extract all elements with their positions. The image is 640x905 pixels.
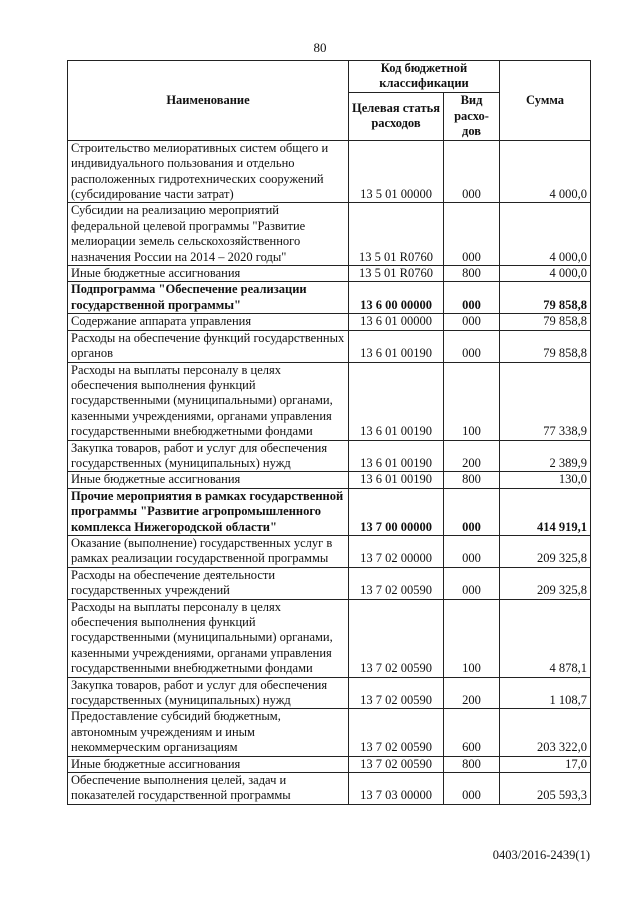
- table-row: [68, 773, 591, 805]
- row-name: Расходы на выплаты персоналу в целях обеспечения выполнения функций государственными (муниципальными) органами, казенными учреждениями, органами управления государственными внебюджетными фондами: [68, 362, 349, 440]
- row-target-code: 13 5 01 R0760: [349, 203, 444, 266]
- table-row: [68, 330, 591, 362]
- header-sum: Сумма: [500, 61, 591, 141]
- table-row: [68, 472, 591, 488]
- row-target-code: 13 7 02 00590: [349, 677, 444, 709]
- row-name: Иные бюджетные ассигнования: [68, 266, 349, 282]
- row-target-code: 13 6 01 00190: [349, 362, 444, 440]
- row-sum: 79 858,8: [500, 314, 591, 330]
- row-name: Субсидии на реализацию мероприятий федеральной целевой программы "Развитие мелиорации земель сельскохозяйственного назначения России на 2014 – 2020 годы": [68, 203, 349, 266]
- row-expense-type: 000: [444, 314, 500, 330]
- row-target-code: 13 6 01 00000: [349, 314, 444, 330]
- row-expense-type: 600: [444, 709, 500, 756]
- row-expense-type: 000: [444, 282, 500, 314]
- row-name: Иные бюджетные ассигнования: [68, 472, 349, 488]
- row-expense-type: 800: [444, 756, 500, 772]
- row-name: Обеспечение выполнения целей, задач и показателей государственной программы: [68, 773, 349, 805]
- table-row: [68, 203, 591, 266]
- row-expense-type: 000: [444, 330, 500, 362]
- row-name: Закупка товаров, работ и услуг для обеспечения государственных (муниципальных) нужд: [68, 440, 349, 472]
- row-sum: 2 389,9: [500, 440, 591, 472]
- row-name: Расходы на обеспечение функций государственных органов: [68, 330, 349, 362]
- table-row: [68, 567, 591, 599]
- row-sum: 4 000,0: [500, 203, 591, 266]
- row-sum: 130,0: [500, 472, 591, 488]
- row-target-code: 13 6 01 00190: [349, 330, 444, 362]
- table-row: [68, 756, 591, 772]
- row-expense-type: 000: [444, 203, 500, 266]
- row-name: Прочие мероприятия в рамках государственной программы "Развитие агропромышленного комплекса Нижегородской области": [68, 488, 349, 535]
- row-sum: 4 000,0: [500, 266, 591, 282]
- row-sum: 205 593,3: [500, 773, 591, 805]
- row-name: Предоставление субсидий бюджетным, автономным учреждениям и иным некоммерческим организациям: [68, 709, 349, 756]
- row-sum: 79 858,8: [500, 330, 591, 362]
- row-expense-type: 200: [444, 677, 500, 709]
- row-name: Закупка товаров, работ и услуг для обеспечения государственных (муниципальных) нужд: [68, 677, 349, 709]
- row-expense-type: 200: [444, 440, 500, 472]
- row-expense-type: 000: [444, 535, 500, 567]
- row-sum: 209 325,8: [500, 535, 591, 567]
- row-sum: 77 338,9: [500, 362, 591, 440]
- table-row: [68, 140, 591, 203]
- row-expense-type: 800: [444, 472, 500, 488]
- budget-table: [67, 60, 591, 805]
- row-target-code: 13 7 03 00000: [349, 773, 444, 805]
- table-row: [68, 314, 591, 330]
- document-id: 0403/2016-2439(1): [492, 848, 590, 862]
- row-sum: 4 878,1: [500, 599, 591, 677]
- table-body: [68, 140, 591, 804]
- table-row: [68, 488, 591, 535]
- table-row: [68, 282, 591, 314]
- row-target-code: 13 7 02 00000: [349, 535, 444, 567]
- row-name: Расходы на обеспечение деятельности государственных учреждений: [68, 567, 349, 599]
- row-target-code: 13 6 01 00190: [349, 472, 444, 488]
- row-expense-type: 100: [444, 599, 500, 677]
- row-target-code: 13 7 02 00590: [349, 599, 444, 677]
- row-target-code: 13 7 02 00590: [349, 756, 444, 772]
- row-expense-type: 800: [444, 266, 500, 282]
- header-name: Наименование: [68, 61, 349, 141]
- row-name: Иные бюджетные ассигнования: [68, 756, 349, 772]
- table-row: [68, 599, 591, 677]
- row-name: Содержание аппарата управления: [68, 314, 349, 330]
- table-row: [68, 440, 591, 472]
- row-target-code: 13 5 01 R0760: [349, 266, 444, 282]
- row-sum: 1 108,7: [500, 677, 591, 709]
- row-expense-type: 100: [444, 362, 500, 440]
- row-target-code: 13 5 01 00000: [349, 140, 444, 203]
- header-target: Целевая статья расходов: [349, 92, 444, 140]
- row-name: Подпрограмма "Обеспечение реализации государственной программы": [68, 282, 349, 314]
- row-name: Оказание (выполнение) государственных услуг в рамках реализации государственной программы: [68, 535, 349, 567]
- row-sum: 203 322,0: [500, 709, 591, 756]
- table-row: [68, 535, 591, 567]
- table-row: [68, 677, 591, 709]
- page-number: 80: [313, 40, 327, 55]
- row-sum: 4 000,0: [500, 140, 591, 203]
- row-target-code: 13 6 01 00190: [349, 440, 444, 472]
- row-target-code: 13 7 02 00590: [349, 567, 444, 599]
- row-sum: 414 919,1: [500, 488, 591, 535]
- row-expense-type: 000: [444, 140, 500, 203]
- row-sum: 209 325,8: [500, 567, 591, 599]
- row-expense-type: 000: [444, 488, 500, 535]
- table-row: [68, 266, 591, 282]
- table-row: [68, 709, 591, 756]
- row-sum: 17,0: [500, 756, 591, 772]
- row-sum: 79 858,8: [500, 282, 591, 314]
- row-target-code: 13 7 00 00000: [349, 488, 444, 535]
- header-classification: Код бюджетной классификации: [349, 61, 500, 93]
- row-target-code: 13 7 02 00590: [349, 709, 444, 756]
- row-expense-type: 000: [444, 567, 500, 599]
- header-type: Вид расхо- дов: [444, 92, 500, 140]
- table-row: [68, 362, 591, 440]
- row-expense-type: 000: [444, 773, 500, 805]
- row-name: Строительство мелиоративных систем общего и индивидуального пользования и отдельно расположенных гидротехнических сооружений (субсидирование части затрат): [68, 140, 349, 203]
- row-target-code: 13 6 00 00000: [349, 282, 444, 314]
- row-name: Расходы на выплаты персоналу в целях обеспечения выполнения функций государственными (муниципальными) органами, казенными учреждениями, органами управления государственными внебюджетными фондами: [68, 599, 349, 677]
